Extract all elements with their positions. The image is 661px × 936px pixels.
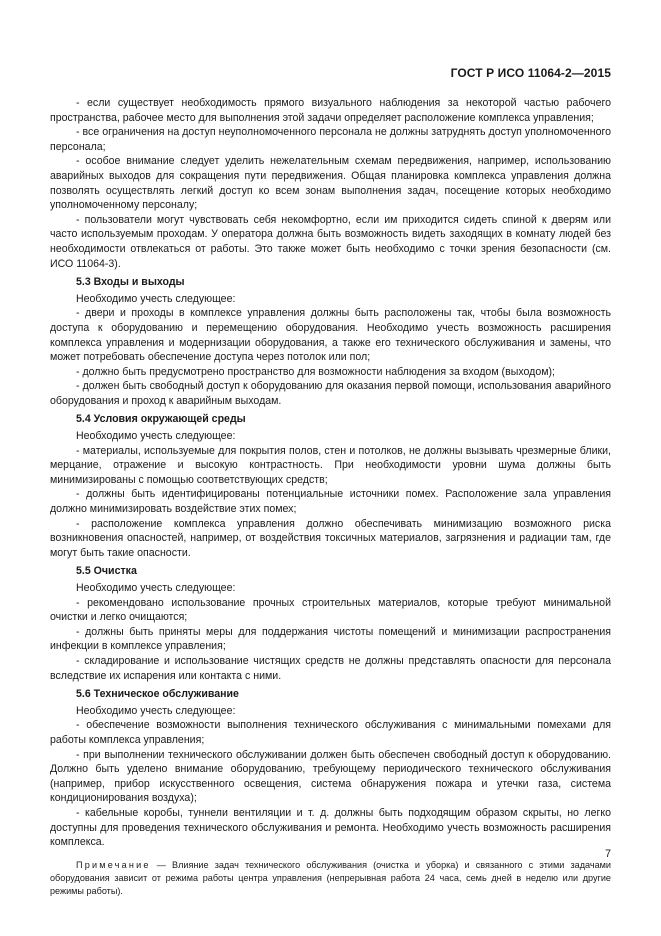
paragraph: Необходимо учесть следующее:	[76, 292, 236, 305]
paragraph: - пользователи могут чувствовать себя некомфортно, если им приходится сидеть спиной к дверям или часто используемым проходам. У оператора должна быть возможность видеть заходящих в комнату людей без необходимости отвлекаться от работы. Это также может быть необходимо с точки зрения безопасности (см. ИСО 11064-3).	[50, 213, 611, 270]
paragraph: - рекомендовано использование прочных строительных материалов, которые требуют минимальной очистки и легко очищаются;	[50, 596, 611, 624]
paragraph: - должны быть приняты меры для поддержания чистоты помещений и минимизации распространения инфекции в комплексе управления;	[50, 625, 611, 653]
note-text: — Влияние задач технического обслуживания (очистка и уборка) и связанного с этими задачами оборудования зависит от режима работы центра управления (непрерывная работа 24 часа, семь дней в неделю или другие режимы работы).	[50, 859, 611, 897]
paragraph: - должно быть предусмотрено пространство для возможности наблюдения за входом (выходом);	[76, 365, 555, 378]
section-heading-5-4: 5.4 Условия окружающей среды	[76, 413, 246, 426]
standard-code-header: ГОСТ Р ИСО 11064-2—2015	[450, 66, 611, 80]
paragraph: - должен быть свободный доступ к оборудованию для оказания первой помощи, использования аварийного оборудования и проход к аварийным выходам.	[50, 380, 611, 407]
note-paragraph	[50, 859, 611, 899]
paragraph: - особое внимание следует уделить нежелательным схемам передвижения, например, использованию аварийных выходов для сокращения пути передвижения. Общая планировка комплекса управления должна позволять осуществлять легкий доступ ко всем зонам выполнения задач, посещение которых необходимо уполномоченному персоналу;	[50, 155, 611, 212]
paragraph: - расположение комплекса управления должно обеспечивать минимизацию возможного риска возникновения опасностей, например, от воздействия токсичных материалов, загрязнения и радиации там, где могут быть такие опасности.	[50, 517, 611, 559]
paragraph: - должны быть идентифицированы потенциальные источники помех. Расположение зала управления должно минимизировать воздействие этих помех;	[50, 488, 611, 516]
note-label: Примечание	[76, 859, 151, 870]
paragraph: Необходимо учесть следующее:	[76, 582, 236, 594]
document-body	[50, 96, 611, 898]
paragraph: Необходимо учесть следующее:	[76, 704, 236, 717]
paragraph: - материалы, используемые для покрытия полов, стен и потолков, не должны вызывать чрезмерные блики, мерцание, отражение и высокую контрастность. При необходимости уровни шума должны быть минимизированы с помощью соответствующих средств;	[50, 444, 611, 486]
page-number: 7	[605, 848, 611, 860]
section-heading-5-5: 5.5 Очистка	[76, 565, 137, 578]
paragraph: - все ограничения на доступ неуполномоченного персонала не должны затруднять доступ уполномоченного персонала;	[50, 126, 611, 153]
paragraph: Необходимо учесть следующее:	[76, 430, 236, 443]
paragraph: - если существует необходимость прямого визуального наблюдения за некоторой частью рабочего пространства, рабочее место для выполнения этой задачи определяет расположение комплекса управления;	[50, 97, 611, 124]
section-heading-5-3: 5.3 Входы и выходы	[76, 276, 185, 289]
paragraph: - кабельные коробы, туннели вентиляции и т. д. должны быть подходящим образом скрыты, но легко доступны для проведения технического обслуживания и ремонта. Необходимо учесть возможность расширения комплекса.	[50, 806, 611, 849]
paragraph: - складирование и использование чистящих средств не должны представлять опасности для персонала вследствие их испарения или контакта с ними.	[50, 654, 611, 682]
paragraph: - двери и проходы в комплексе управления должны быть расположены так, чтобы была возможность доступа к оборудованию и перемещению оборудования. Необходимо учесть возможность расширения комплекса управления и модернизации оборудования, а также его технического обслуживания и замены, что может потребовать обеспечение доступа через потолок или пол;	[50, 307, 611, 364]
section-heading-5-6: 5.6 Техническое обслуживание	[76, 688, 239, 701]
paragraph: - обеспечение возможности выполнения технического обслуживания с минимальными помехами для работы комплекса управления;	[50, 719, 611, 746]
paragraph: - при выполнении технического обслуживании должен быть обеспечен свободный доступ к оборудованию. Должно быть уделено внимание оборудованию, требующему периодического технического обслуживания (например, прибор искусственного освещения, система обнаружения пожара и утечки газа, система кондиционирования воздуха);	[50, 748, 611, 805]
